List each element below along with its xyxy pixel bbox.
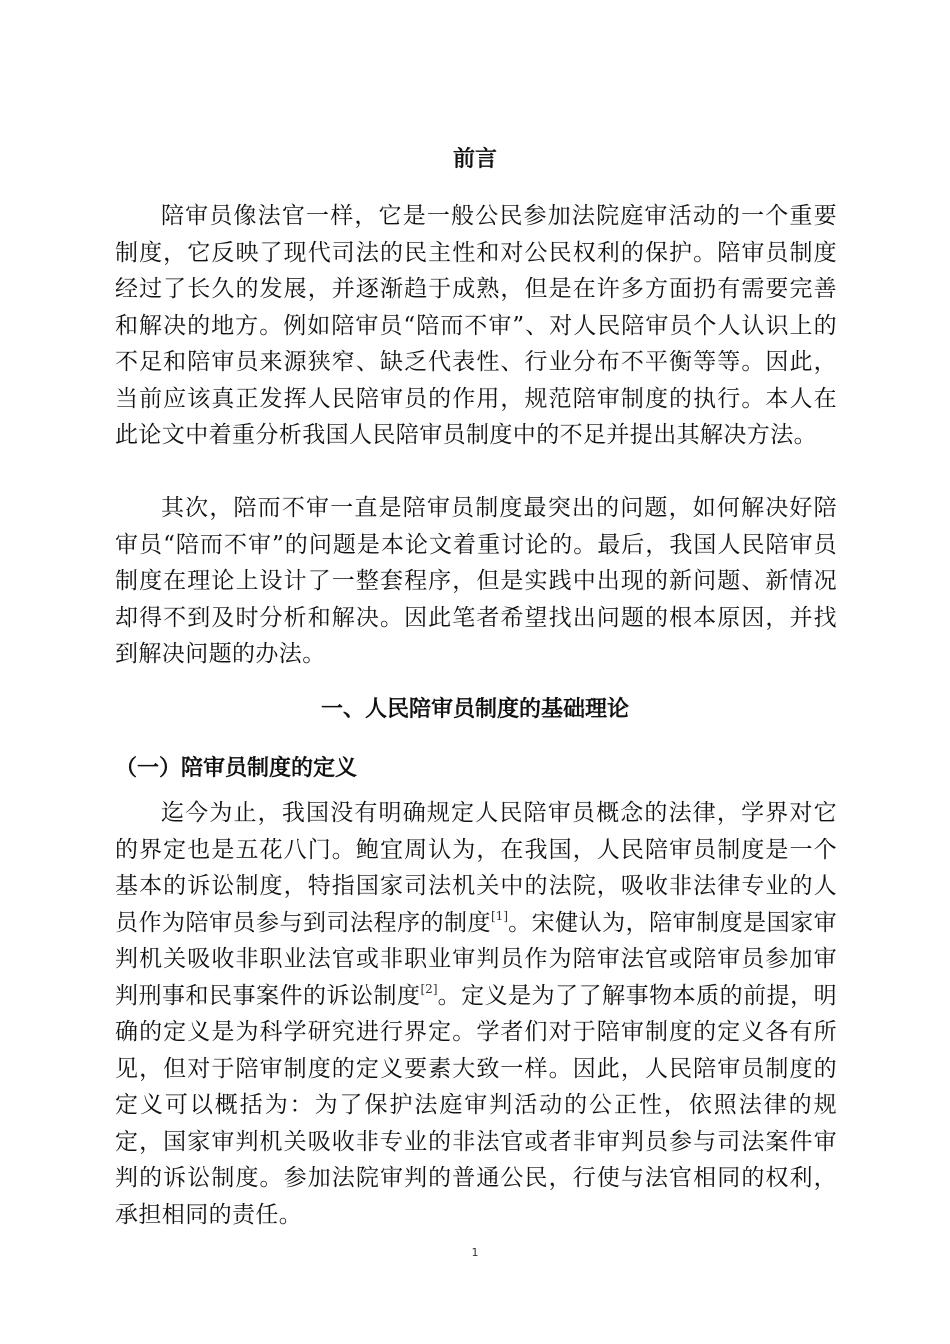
preface-paragraph-1: 陪审员像法官一样，它是一般公民参加法院庭审活动的一个重要制度，它反映了现代司法的民主性和对公民权利的保护。陪审员制度经过了长久的发展，并逐渐趋于成熟，但是在许多方面扔有需要完善和解决的地方。例如陪审员“陪而不审”、对人民陪审员个人认识上的不足和陪审员来源狭窄、缺乏代表性、行业分布不平衡等等。因此，当前应该真正发挥人民陪审员的作用，规范陪审制度的执行。本人在此论文中着重分析我国人民陪审员制度中的不足并提出其解决方法。 bbox=[115, 203, 837, 448]
citation-2: [2] bbox=[420, 981, 438, 996]
chapter-title: 一、人民陪审员制度的基础理论 bbox=[320, 697, 629, 722]
section-title: （一）陪审员制度的定义 bbox=[115, 756, 358, 781]
page-number: 1 bbox=[471, 1246, 479, 1259]
section-paragraph-text-2: 。宋健认为，陪审制度是国家审判机关吸收非职业法官或非职业审判员作为陪审法官或陪审员参加审判刑事和民事案件的诉讼制度 bbox=[115, 909, 837, 1009]
preface-paragraph-2: 其次，陪而不审一直是陪审员制度最突出的问题，如何解决好陪审员“陪而不审”的问题是本论文着重讨论的。最后，我国人民陪审员制度在理论上设计了一整套程序，但是实践中出现的新问题、新情况却得不到及时分析和解决。因此笔者希望找出问题的根本原因，并找到解决问题的办法。 bbox=[115, 495, 837, 667]
section-paragraph-text-1: 迄今为止，我国没有明确规定人民陪审员概念的法律，学界对它的界定也是五花八门。鲍宜周认为，在我国，人民陪审员制度是一个基本的诉讼制度，特指国家司法机关中的法院，吸收非法律专业的人员作为陪审员参与到司法程序的制度 bbox=[115, 800, 837, 936]
section-paragraph-text-3: 。定义是为了了解事物本质的前提，明确的定义是为科学研究进行界定。学者们对于陪审制度的定义各有所见，但对于陪审制度的定义要素大致一样。因此，人民陪审员制度的定义可以概括为：为了保护法庭审判活动的公正性，依照法律的规定，国家审判机关吸收非专业的非法官或者非审判员参与司法案件审判的诉讼制度。参加法院审判的普通公民，行使与法官相同的权利，承担相同的责任。 bbox=[115, 982, 837, 1228]
citation-1: [1] bbox=[491, 908, 508, 923]
section-paragraph bbox=[115, 795, 837, 1233]
preface-title: 前言 bbox=[452, 147, 497, 172]
